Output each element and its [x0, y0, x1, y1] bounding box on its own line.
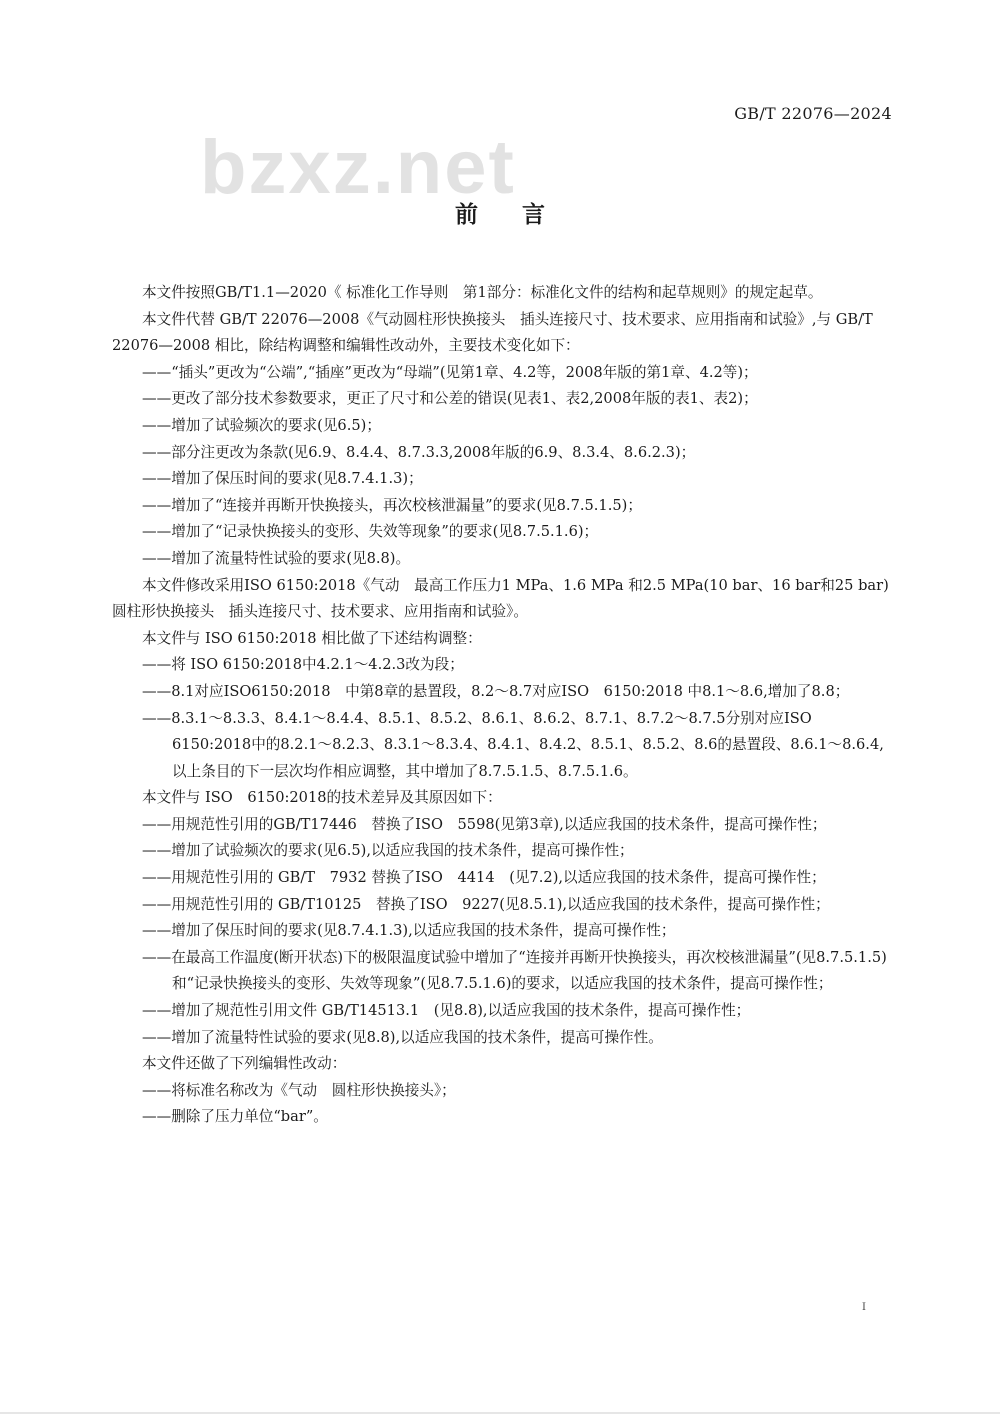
list-item: ——将标准名称改为《气动 圆柱形快换接头》；	[142, 1081, 456, 1099]
paragraph: 本文件代替 GB/T 22076—2008《气动圆柱形快换接头 插头连接尺寸、技术要求、应用指南和试验》,与 GB/T 22076—2008 相比，除结构调整和编辑性改动外，主要技术变化如下：	[112, 310, 888, 355]
list-item: ——增加了“连接并再断开快换接头，再次校核泄漏量”的要求(见8.7.5.1.5)；	[142, 496, 642, 514]
list-item: ——增加了“记录快换接头的变形、失效等现象”的要求(见8.7.5.1.6)；	[142, 523, 599, 541]
paragraph: 本文件与 ISO 6150:2018 相比做了下述结构调整：	[142, 629, 482, 647]
list-item: ——增加了流量特性试验的要求(见8.8),以适应我国的技术条件，提高可操作性。	[142, 1028, 663, 1046]
page-title: 前言	[455, 202, 589, 228]
list-item: ——用规范性引用的GB/T17446 替换了ISO 5598(见第3章),以适应我国的技术条件，提高可操作性；	[142, 815, 827, 833]
list-item: ——增加了规范性引用文件 GB/T14513.1 (见8.8),以适应我国的技术条件，提高可操作性；	[142, 1002, 751, 1020]
list-item: ——增加了保压时间的要求(见8.7.4.1.3),以适应我国的技术条件，提高可操作性；	[142, 922, 676, 940]
list-item: ——增加了试验频次的要求(见6.5),以适应我国的技术条件，提高可操作性；	[142, 842, 634, 860]
list-item: ——“插头”更改为“公端”,“插座”更改为“母端”(见第1章、4.2等，2008年版的第1章、4.2等)；	[142, 363, 758, 381]
list-item: ——增加了保压时间的要求(见8.7.4.1.3)；	[142, 470, 423, 488]
list-item: ——在最高工作温度(断开状态)下的极限温度试验中增加了“连接并再断开快换接头，再次校核泄漏量”(见8.7.5.1.5)和“记录快换接头的变形、失效等现象”(见8.7.5.1.6)的要求，以适应我国的技术条件，提高可操作性；	[142, 948, 887, 993]
list-item: ——增加了试验频次的要求(见6.5)；	[142, 416, 381, 434]
page-bottom-edge	[0, 1412, 1000, 1414]
list-item: ——更改了部分技术参数要求，更正了尺寸和公差的错误(见表1、表2,2008年版的表1、表2)；	[142, 390, 758, 408]
standard-number: GB/T 22076—2024	[734, 104, 892, 123]
list-item: ——部分注更改为条款(见6.9、8.4.4、8.7.3.3,2008年版的6.9、8.3.4、8.6.2.3)；	[142, 443, 696, 461]
page-number: Ⅰ	[862, 1302, 866, 1313]
list-item: ——用规范性引用的 GB/T 7932 替换了ISO 4414 (见7.2),以适应我国的技术条件，提高可操作性；	[142, 869, 826, 887]
list-item: ——用规范性引用的 GB/T10125 替换了ISO 9227(见8.5.1),以适应我国的技术条件，提高可操作性；	[142, 895, 830, 913]
list-item: ——8.1对应ISO6150:2018 中第8章的悬置段，8.2～8.7对应ISO 6150:2018 中8.1～8.6,增加了8.8；	[142, 682, 850, 700]
watermark: bzxz.net	[200, 125, 516, 210]
paragraph: 本文件修改采用ISO 6150:2018《气动 最高工作压力1 MPa、1.6 MPa 和2.5 MPa(10 bar、16 bar和25 bar)圆柱形快换接头 插头连接尺寸、技术要求、应用指南和试验》。	[112, 576, 889, 621]
paragraph: 本文件还做了下列编辑性改动：	[142, 1055, 347, 1073]
paragraph: 本文件按照GB/T1.1—2020《 标准化工作导则 第1部分：标准化文件的结构和起草规则》的规定起草。	[142, 284, 823, 301]
list-item: ——增加了流量特性试验的要求(见8.8)。	[142, 549, 411, 567]
list-item: ——删除了压力单位“bar”。	[142, 1108, 328, 1126]
list-item: ——8.3.1～8.3.3、8.4.1～8.4.4、8.5.1、8.5.2、8.6.1、8.6.2、8.7.1、8.7.2～8.7.5分别对应ISO 6150:2018中的8.2.1～8.2.3、8.3.1～8.3.4、8.4.1、8.4.2、8.5.1、8.5.2、8.6的悬置段、8.6.1～8.6.4,以上条目的下一层次均作相应调整，其中增加了8.7.5.1.5、8.7.5.1.6。	[142, 709, 884, 780]
document-body	[112, 280, 892, 1131]
list-item: ——将 ISO 6150:2018中4.2.1～4.2.3改为段；	[142, 656, 464, 674]
paragraph: 本文件与 ISO 6150:2018的技术差异及其原因如下：	[142, 789, 502, 807]
